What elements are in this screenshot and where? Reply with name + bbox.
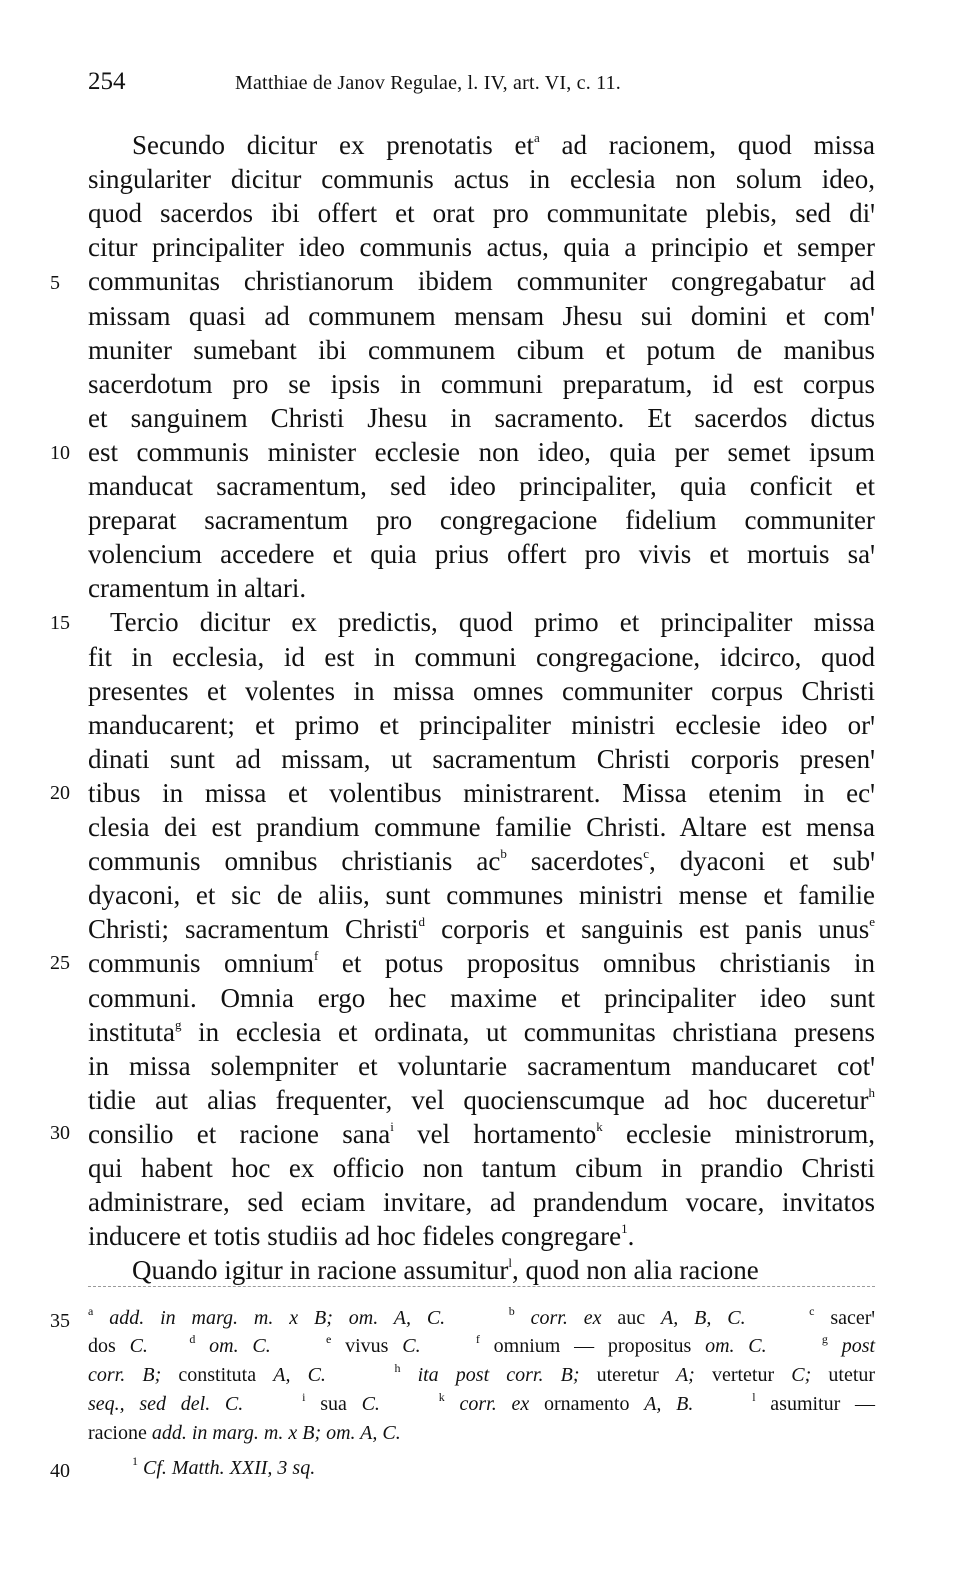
line-number: 5 xyxy=(50,272,60,294)
text-line: clesia dei est prandium commune familie Christi. Altare est mensa xyxy=(88,812,875,842)
line-number: 35 xyxy=(50,1310,70,1332)
text-line: tidie aut alias frequenter, vel quocienscumque ad hoc duceretur$^h$ xyxy=(88,1084,875,1115)
text-line: quod sacerdos ibi offert et orat pro communitate plebis, sed diꞌ xyxy=(88,198,875,229)
line-number: 25 xyxy=(50,952,70,974)
line-number: 15 xyxy=(50,612,70,634)
text-line: singulariter dicitur communis actus in ecclesia non solum ideo, xyxy=(88,164,875,195)
line-number: 10 xyxy=(50,442,70,464)
text-line: communis omnium$^f$ et potus propositus omnibus christianis in xyxy=(88,948,876,979)
text-line: dyaconi, et sic de aliis, sunt communes ministri mense et familie xyxy=(88,880,875,911)
line-number: 40 xyxy=(50,1460,70,1482)
line-number: 30 xyxy=(50,1122,70,1144)
text-line: preparat sacramentum pro congregacione fidelium communiter xyxy=(88,505,875,536)
text-line: tibus in missa et volentibus ministrarent. Missa etenim in ecꞌ xyxy=(88,777,875,808)
text-line: missam quasi ad communem mensam Jhesu sui domini et comꞌ xyxy=(88,300,875,331)
text-line: sacerdotum pro se ipsis in communi preparatum, id est corpus xyxy=(88,368,875,399)
text-line: communitas christianorum ibidem communiter congregabatur ad xyxy=(88,266,875,297)
text-line: Christi; sacramentum Christi$^d$ corporis et sanguinis est panis unus$^e$ xyxy=(88,914,875,945)
footnote-line: $^a$ add. in marg. m. x B; om. A, C. $^b$ corr. ex auc A, B, C. $^c$ sacerꞌ xyxy=(88,1304,876,1329)
page-number: 254 xyxy=(88,68,126,95)
footnote-line: $^1$ Cf. Matth. XXII, 3 sq. xyxy=(132,1454,316,1479)
text-line: et sanguinem Christi Jhesu in sacramento. Et sacerdos dictus xyxy=(88,402,875,433)
text-line: manducarent; et primo et principaliter ministri ecclesie ideo orꞌ xyxy=(88,709,875,740)
text-line: consilio et racione sana$^i$ vel hortamento$^k$ ecclesie ministrorum, xyxy=(88,1118,875,1149)
text-line: Secundo dicitur ex prenotatis $et^a$ ad racionem, quod missa xyxy=(132,130,875,160)
text-line: muniter sumebant ibi communem cibum et potum de manibus xyxy=(88,334,875,365)
text-line: inducere et totis studiis ad hoc fideles congregare$^1$. xyxy=(88,1221,635,1252)
text-line: instituta$^g$ in ecclesia et ordinata, ut communitas christiana presens xyxy=(88,1016,875,1047)
text-line: citur principaliter ideo communis actus, quia a principio et semper xyxy=(88,232,875,263)
text-line: est communis minister ecclesie non ideo, quia per semet ipsum xyxy=(88,436,875,467)
text-line: in missa solempniter et voluntarie sacramentum manducaret cotꞌ xyxy=(88,1050,875,1081)
running-title: Matthiae de Janov Regulae, l. IV, art. VI, c. 11. xyxy=(235,72,622,94)
text-line: qui habent hoc ex officio non tantum cibum in prandio Christi xyxy=(88,1153,875,1183)
text-line: communi. Omnia ergo hec maxime et principaliter ideo sunt xyxy=(88,982,875,1013)
page-header xyxy=(88,64,888,104)
text-line: cramentum in altari. xyxy=(88,573,307,604)
footnote-line: corr. B; constituta A, C. $^h$ ita post corr. B; uteretur A; vertetur C; utetur xyxy=(88,1361,876,1386)
text-line: Tercio dicitur ex predictis, quod primo et principaliter missa xyxy=(110,607,875,638)
text-line: administrare, sed eciam invitare, ad prandendum vocare, invitatos xyxy=(88,1187,875,1218)
footnote-line: seq., sed del. C. $^i$ sua C. $^k$ corr. ex ornamento A, B. $^l$ asumitur — xyxy=(88,1390,875,1415)
text-line: manducat sacramentum, sed ideo principaliter, quia conficit et xyxy=(88,471,875,501)
text-line: Quando igitur in racione assumitur$^l$, quod non alia racione xyxy=(132,1255,759,1286)
line-number: 20 xyxy=(50,782,70,804)
text-line: fit in ecclesia, id est in communi congregacione, idcirco, quod xyxy=(88,641,875,672)
footnote-line: racione add. in marg. m. x B; om. A, C. xyxy=(88,1422,401,1444)
text-line: dinati sunt ad missam, ut sacramentum Christi corporis presenꞌ xyxy=(88,743,875,774)
text-line: volencium accedere et quia prius offert pro vivis et mortuis saꞌ xyxy=(88,539,875,570)
footnote-line: dos C. $^d$ om. C. $^e$ vivus C. $^f$ omnium — propositus om. C. $^g$ post xyxy=(88,1332,876,1357)
text-line: presentes et volentes in missa omnes communiter corpus Christi xyxy=(88,675,875,706)
text-line: communis omnibus christianis $ac^b$ sacerdotes$^c$, dyaconi et subꞌ xyxy=(88,846,875,877)
footnote-separator xyxy=(88,1286,875,1287)
